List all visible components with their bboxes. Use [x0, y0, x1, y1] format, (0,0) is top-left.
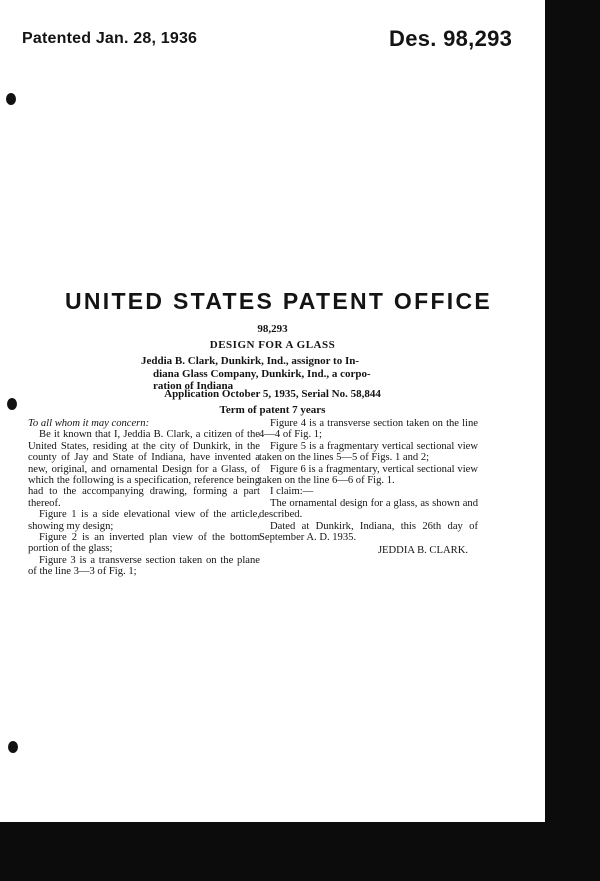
term-line: Term of patent 7 years [219, 404, 326, 416]
patent-number: 98,293 [257, 323, 288, 335]
office-heading: UNITED STATES PATENT OFFICE [64, 288, 493, 314]
salutation: To all whom it may concern: [28, 418, 150, 429]
punch-hole-top [6, 93, 16, 105]
applicant-line: diana Glass Company, Dunkirk, Ind., a corpo- [153, 367, 371, 380]
applicant-block [141, 355, 421, 393]
specification-intro: Be it known that I, Jeddia B. Clark, a citizen of the United States, residing at the city of Dunkirk, in the county of Jay and State of Indiana, have invented a new, original, and ornamental Design for a Glass, of which the following is a specification, reference being had to the accompanying drawing, forming a part thereof. [28, 429, 260, 509]
figure-description: Figure 6 is a fragmentary, vertical sectional view taken on the line 6—6 of Fig. 1. [259, 463, 478, 487]
figure-description: Figure 3 is a transverse section taken on the plane of the line 3—3 of Fig. 1; [28, 554, 260, 578]
applicant-line: ration of Indiana [153, 380, 234, 392]
design-title: DESIGN FOR A GLASS [209, 339, 336, 351]
right-column [259, 418, 478, 557]
figure-description: Figure 2 is an inverted plan view of the bottom portion of the glass; [28, 532, 260, 555]
patented-date: Patented Jan. 28, 1936 [22, 30, 198, 47]
punch-hole-bottom [8, 741, 18, 753]
scan-border-bottom [0, 822, 600, 881]
inventor-signature: JEDDIA B. CLARK. [377, 545, 468, 557]
claim-text: The ornamental design for a glass, as shown and described. [259, 497, 478, 521]
application-line: Application October 5, 1935, Serial No. 58,844 [164, 388, 381, 400]
figure-description: Figure 4 is a transverse section taken on the line 4—4 of Fig. 1; [259, 418, 478, 441]
dated-line: Dated at Dunkirk, Indiana, this 26th day of September A. D. 1935. [259, 520, 478, 544]
applicant-line: Jeddia B. Clark, Dunkirk, Ind., assignor to In- [141, 355, 360, 367]
claim-intro: I claim:— [270, 486, 314, 498]
scan-border-right [545, 0, 600, 881]
figure-description: Figure 5 is a fragmentary vertical sectional view taken on the lines 5—5 of Figs. 1 and 2; [259, 440, 478, 464]
design-number: Des. 98,293 [389, 26, 513, 51]
left-column [28, 418, 260, 578]
figure-description: Figure 1 is a side elevational view of the article, showing my design; [28, 509, 260, 532]
